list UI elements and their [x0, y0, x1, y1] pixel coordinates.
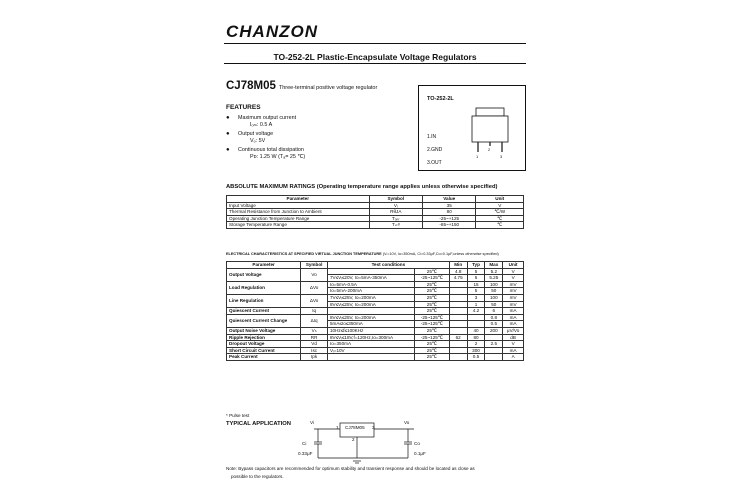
cell: 7V≤Vᵢ≤20V, Io=5mA-350mA [327, 275, 414, 282]
cell: Storage Temperature Range [227, 222, 370, 229]
cell: 7V≤Vᵢ≤25V, Io=200mA [327, 294, 414, 301]
cell: Vo [301, 268, 328, 281]
cell: Quiescent Current Change [227, 314, 301, 327]
cell: Ipk [301, 354, 328, 361]
cell: Dropout Voltage [227, 341, 301, 348]
cell: dB [503, 334, 524, 341]
cell [449, 308, 467, 315]
table-row [227, 294, 524, 301]
cell [449, 354, 467, 361]
cell: 25℃ [415, 294, 450, 301]
cell: V [503, 268, 524, 275]
cell: 25℃ [415, 341, 450, 348]
cell [485, 334, 503, 341]
circuit-label: Vo [404, 420, 410, 425]
cell [449, 281, 467, 288]
cell: mV [503, 301, 524, 308]
cell: Output Noise Voltage [227, 327, 301, 334]
cell: ΔIq [301, 314, 328, 327]
cell: Io=5mA-0.5A [327, 281, 414, 288]
feature-label: Output voltage [238, 131, 274, 137]
cell: mA [503, 321, 524, 328]
pin-number: 3 [500, 154, 503, 159]
table-row [227, 327, 524, 334]
feature-value: Vₒ: 5V [250, 138, 266, 144]
footnote: Note: Bypass capacitors are recommended for optimum stability and transient response and should be located as close as [226, 466, 475, 471]
column-header: Unit [503, 262, 524, 269]
circuit-label: Co [414, 441, 420, 446]
cell: 15 [467, 281, 485, 288]
cell: 5.25 [485, 275, 503, 282]
brand-logo: CHANZON [226, 22, 318, 41]
cell: ΔVo [301, 281, 328, 294]
column-header: Unit [476, 196, 524, 203]
cell: 25℃ [415, 347, 450, 354]
cell: 25℃ [415, 327, 450, 334]
column-header: Symbol [369, 196, 422, 203]
cell: 25℃ [415, 288, 450, 295]
cell: 5mA≤Io≤350mA [327, 321, 414, 328]
cell: μV/Vo [503, 327, 524, 334]
feature-label: Maximum output current [238, 115, 297, 121]
cell: Input Voltage [227, 202, 370, 209]
cell: Load Regulation [227, 281, 301, 294]
cell: 25℃ [415, 301, 450, 308]
cell: Operating Junction Temperature Range [227, 215, 370, 222]
part-heading [226, 80, 377, 92]
cell [449, 347, 467, 354]
abs-max-table [226, 195, 524, 229]
cell: 35 [423, 202, 476, 209]
cell: mV [503, 294, 524, 301]
cell: Vᵢ=10V [327, 347, 414, 354]
table-header [227, 262, 524, 269]
table-header [227, 196, 524, 203]
cell: 80 [467, 334, 485, 341]
elec-heading-line [226, 252, 499, 256]
features-list [226, 115, 406, 161]
table-row [227, 354, 524, 361]
cell: 100 [485, 294, 503, 301]
divider [224, 63, 526, 64]
cell: 50 [485, 288, 503, 295]
cell: Tₛₜᵍ [369, 222, 422, 229]
cell [327, 354, 414, 361]
circuit-ic-label: CJ78M05 [345, 425, 365, 430]
column-header: Max [485, 262, 503, 269]
pin-number: 2 [488, 147, 491, 152]
cell [327, 268, 414, 275]
cell [485, 347, 503, 354]
bullet-icon: ● [226, 131, 230, 137]
cell: Io=350mA [327, 341, 414, 348]
cell: 25℃ [415, 354, 450, 361]
cell: 40 [467, 327, 485, 334]
column-header: Symbol [301, 262, 328, 269]
document-title: TO-252-2L Plastic-Encapsulate Voltage Regulators [273, 52, 477, 62]
column-header: Typ [467, 262, 485, 269]
cell: ℃/W [476, 209, 524, 216]
feature-value: Iₒₘ: 0.5 A [250, 122, 273, 128]
cell: mV [503, 288, 524, 295]
pin-number: 1 [476, 154, 479, 159]
features-heading: FEATURES [226, 104, 261, 111]
cell [449, 294, 467, 301]
column-header: Value [423, 196, 476, 203]
cell: 0.5 [485, 321, 503, 328]
cell: V [503, 275, 524, 282]
cell: V [503, 341, 524, 348]
circuit-label: 1 [336, 425, 339, 430]
cell: 100 [485, 281, 503, 288]
cell: 5.2 [485, 268, 503, 275]
pin-label: 1.IN [427, 134, 437, 140]
elec-conditions: (Vᵢ=10V, Io=350mA, Ci=0.33μF,Co=0.1μF,unless otherwise specified) [382, 252, 499, 256]
table-row [227, 215, 524, 222]
cell: 62 [449, 334, 467, 341]
electrical-table [226, 261, 524, 361]
abs-max-heading: ABSOLUTE MAXIMUM RATINGS (Operating temperature range applies unless otherwise specified) [226, 184, 498, 190]
cell: Line Regulation [227, 294, 301, 307]
cell: -25~125℃ [415, 314, 450, 321]
table-row [227, 202, 524, 209]
column-header: Parameter [227, 196, 370, 203]
table-row [227, 281, 524, 288]
column-header: Test conditions [327, 262, 449, 269]
pin-label: 2.GND [427, 147, 443, 153]
cell [467, 314, 485, 321]
feature-value: Pᴅ: 1.25 W (Tₐ= 25 ℃) [250, 154, 306, 160]
cell: Ripple Rejection [227, 334, 301, 341]
cell [449, 341, 467, 348]
cell: Io=5mA-200mA [327, 288, 414, 295]
cell: mA [503, 347, 524, 354]
cell: 4.75 [449, 275, 467, 282]
feature-label: Continuous total dissipation [238, 147, 304, 153]
table-row [227, 268, 524, 275]
elec-heading: ELECTRICAL CHARACTERISTICS AT SPECIFIED VIRTUAL JUNCTION TEMPERATURE [226, 252, 382, 256]
cell: 5 [467, 268, 485, 275]
cell: -25~125℃ [415, 334, 450, 341]
cell: 4.2 [467, 308, 485, 315]
cell: Isc [301, 347, 328, 354]
part-description: Three-terminal positive voltage regulator [278, 85, 378, 91]
cell: 0.8 [485, 314, 503, 321]
circuit-label: 2 [352, 437, 355, 442]
cell [449, 288, 467, 295]
pulse-note: * Pulse test [226, 413, 250, 418]
cell: mV [503, 281, 524, 288]
cell: 5 [467, 275, 485, 282]
cell [467, 321, 485, 328]
cell: 25℃ [415, 281, 450, 288]
cell: 25℃ [415, 308, 450, 315]
package-box [418, 85, 526, 171]
cell: 4.8 [449, 268, 467, 275]
cell: 50 [485, 301, 503, 308]
circuit-label: Ci [302, 441, 307, 446]
column-header: Parameter [227, 262, 301, 269]
cell: RθJA [369, 209, 422, 216]
cell: Quiescent Current [227, 308, 301, 315]
feature-item [226, 131, 406, 145]
cell: 8V≤Vᵢ≤25V, Io=200mA [327, 301, 414, 308]
cell: Vᵢ [369, 202, 422, 209]
cell: 200 [485, 327, 503, 334]
typical-application-circuit [300, 418, 430, 466]
cell: Tₒₚᵣ [369, 215, 422, 222]
table-row [227, 334, 524, 341]
part-number: CJ78M05 [226, 80, 276, 92]
cell: 80 [423, 209, 476, 216]
circuit-label: 0.1μF [414, 451, 426, 456]
divider [224, 43, 526, 44]
cell: Peak Current [227, 354, 301, 361]
cell: mA [503, 314, 524, 321]
cell: Short Circuit Current [227, 347, 301, 354]
cell: Thermal Resistance from Junction to Ambient [227, 209, 370, 216]
bullet-icon: ● [226, 115, 230, 121]
cell: ΔVo [301, 294, 328, 307]
table-row [227, 347, 524, 354]
cell [327, 308, 414, 315]
cell: 8V≤Vᵢ≤18V,f=120Hz,Io=300mA [327, 334, 414, 341]
footnote: possible to the regulators. [231, 474, 284, 479]
cell: Output Voltage [227, 268, 301, 281]
circuit-label: 3 [372, 425, 375, 430]
package-name: TO-252-2L [427, 96, 454, 102]
cell: 3 [467, 294, 485, 301]
typical-application-heading: TYPICAL APPLICATION [226, 421, 291, 427]
cell: mA [503, 308, 524, 315]
cell [449, 301, 467, 308]
cell: 1 [467, 301, 485, 308]
table-row [227, 222, 524, 229]
cell: -25~125℃ [415, 275, 450, 282]
feature-item [226, 147, 406, 161]
table-row [227, 314, 524, 321]
cell: 5 [467, 288, 485, 295]
cell: 8V≤Vᵢ≤25V, Io=200mA [327, 314, 414, 321]
cell: 6 [485, 308, 503, 315]
bullet-icon: ● [226, 147, 230, 153]
table-row [227, 308, 524, 315]
cell: Vd [301, 341, 328, 348]
cell: ℃ [476, 222, 524, 229]
cell [449, 327, 467, 334]
column-header: Min [449, 262, 467, 269]
cell: ℃ [476, 215, 524, 222]
cell: -25~125℃ [415, 321, 450, 328]
table-row [227, 341, 524, 348]
cell: V [476, 202, 524, 209]
package-drawing [464, 104, 519, 162]
cell: 10Hz≤f≤100KHz [327, 327, 414, 334]
cell: 2 [467, 341, 485, 348]
circuit-label: Vi [310, 420, 315, 425]
cell [485, 354, 503, 361]
cell: -25~+125 [423, 215, 476, 222]
cell: 300 [467, 347, 485, 354]
cell: 25℃ [415, 268, 450, 275]
cell: Iq [301, 308, 328, 315]
cell: RR [301, 334, 328, 341]
cell: Vₙ [301, 327, 328, 334]
cell: A [503, 354, 524, 361]
cell: 2.5 [485, 341, 503, 348]
table-row [227, 209, 524, 216]
pin-label: 3.OUT [427, 160, 442, 166]
cell [449, 314, 467, 321]
cell: -65~+150 [423, 222, 476, 229]
cell [449, 321, 467, 328]
feature-item [226, 115, 406, 129]
cell: 0.5 [467, 354, 485, 361]
circuit-label: 0.33μF [298, 451, 313, 456]
